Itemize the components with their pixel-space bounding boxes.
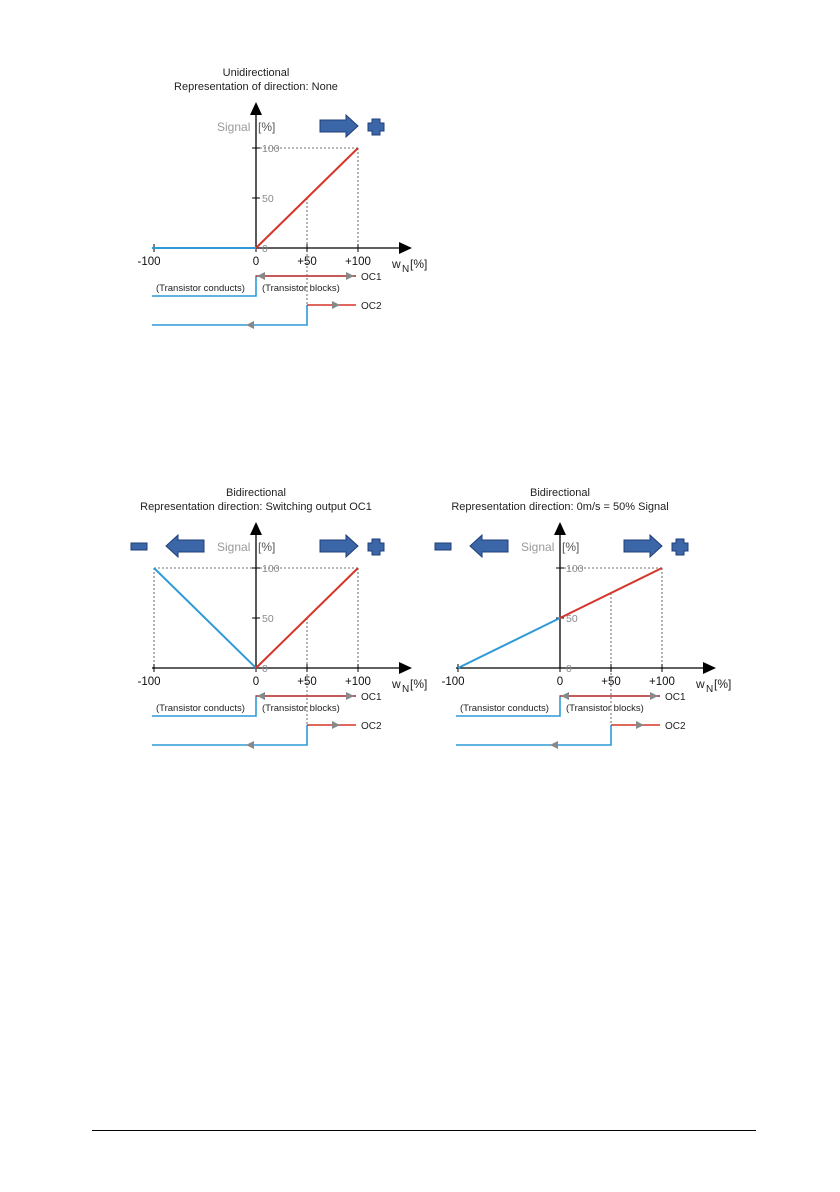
x-tick-label: 0 bbox=[556, 676, 564, 688]
minus-sign-icon bbox=[435, 543, 451, 550]
transistor-conducts-label: (Transistor conducts) bbox=[460, 703, 549, 714]
transistor-conducts-label: (Transistor conducts) bbox=[156, 283, 245, 294]
chart-svg-bidirectional-50pct bbox=[304, 420, 744, 800]
chart-bidirectional-50pct bbox=[304, 420, 744, 800]
y-axis-unit: [%] bbox=[258, 120, 276, 134]
transistor-conducts-label: (Transistor conducts) bbox=[156, 703, 245, 714]
y-tick-label: 0 bbox=[566, 663, 572, 675]
oc2-label: OC2 bbox=[361, 721, 382, 732]
y-tick-label: 0 bbox=[262, 243, 268, 255]
oc1-left-arrow-icon bbox=[561, 692, 569, 700]
x-axis-label: w bbox=[392, 677, 401, 691]
x-axis-subscript: N bbox=[402, 264, 410, 275]
oc1-right-arrow-icon bbox=[650, 692, 658, 700]
x-axis-arrowhead-icon bbox=[399, 242, 412, 254]
y-tick-label: 100 bbox=[566, 563, 584, 575]
x-tick-label: +50 bbox=[601, 676, 621, 688]
y-tick-label: 50 bbox=[262, 193, 274, 205]
x-tick-label: +100 bbox=[345, 256, 371, 268]
oc1-left-arrow-icon bbox=[257, 692, 265, 700]
y-axis-arrowhead-icon bbox=[250, 522, 262, 535]
chart-title-line2: Representation direction: Switching output OC1 bbox=[140, 501, 372, 513]
oc2-blue-line bbox=[456, 725, 611, 745]
y-axis-unit: [%] bbox=[562, 540, 580, 554]
y-tick-label: 50 bbox=[262, 613, 274, 625]
minus-direction-arrow-icon bbox=[470, 535, 508, 557]
plus-sign-icon bbox=[672, 539, 688, 555]
chart-title-line2: Representation direction: 0m/s = 50% Signal bbox=[451, 501, 669, 513]
oc2-right-arrow-icon bbox=[636, 721, 644, 729]
oc1-left-arrow-icon bbox=[257, 272, 265, 280]
x-axis-label: w bbox=[392, 257, 401, 271]
x-tick-label: -100 bbox=[441, 676, 465, 688]
y-tick-label: 50 bbox=[566, 613, 578, 625]
x-axis-arrowhead-icon bbox=[703, 662, 716, 674]
oc1-label: OC1 bbox=[665, 692, 686, 703]
y-axis-arrowhead-icon bbox=[250, 102, 262, 115]
transistor-blocks-label: (Transistor blocks) bbox=[566, 703, 644, 714]
y-tick-label: 100 bbox=[262, 143, 280, 155]
oc2-blue-line bbox=[152, 725, 307, 745]
transistor-blocks-label: (Transistor blocks) bbox=[262, 283, 340, 294]
x-axis-subscript: N bbox=[402, 684, 410, 695]
x-axis-unit: [%] bbox=[714, 677, 732, 691]
oc1-right-arrow-icon bbox=[346, 272, 354, 280]
y-axis-arrowhead-icon bbox=[554, 522, 566, 535]
minus-direction-arrow-icon bbox=[166, 535, 204, 557]
oc2-left-arrow-icon bbox=[246, 321, 254, 329]
x-tick-label: 0 bbox=[252, 676, 260, 688]
oc2-left-arrow-icon bbox=[550, 741, 558, 749]
chart-title-line1: Unidirectional bbox=[222, 67, 290, 79]
y-axis-label: Signal bbox=[217, 120, 251, 134]
plus-sign-icon bbox=[368, 119, 384, 135]
x-axis-unit: [%] bbox=[410, 257, 428, 271]
chart-svg-unidirectional bbox=[0, 0, 440, 380]
series-line-blue bbox=[154, 568, 256, 668]
y-tick-label: 0 bbox=[262, 663, 268, 675]
footer-rule bbox=[92, 1130, 756, 1131]
series-line-blue bbox=[458, 618, 560, 668]
x-tick-label: +100 bbox=[345, 676, 371, 688]
x-tick-label: +100 bbox=[649, 676, 675, 688]
x-tick-label: +50 bbox=[297, 676, 317, 688]
chart-title-line2: Representation of direction: None bbox=[174, 81, 338, 93]
x-tick-label: +50 bbox=[297, 256, 317, 268]
oc2-right-arrow-icon bbox=[332, 301, 340, 309]
y-tick-label: 100 bbox=[262, 563, 280, 575]
x-tick-label: 0 bbox=[252, 256, 260, 268]
chart-title-line1: Bidirectional bbox=[530, 487, 590, 499]
y-axis-label: Signal bbox=[521, 540, 555, 554]
plus-direction-arrow-icon bbox=[624, 535, 662, 557]
oc1-label: OC1 bbox=[361, 692, 382, 703]
x-axis-label: w bbox=[696, 677, 705, 691]
chart-title-line1: Bidirectional bbox=[226, 487, 286, 499]
x-tick-label: -100 bbox=[137, 676, 161, 688]
oc1-label: OC1 bbox=[361, 272, 382, 283]
oc2-label: OC2 bbox=[665, 721, 686, 732]
y-axis-label: Signal bbox=[217, 540, 251, 554]
oc2-left-arrow-icon bbox=[246, 741, 254, 749]
x-axis-subscript: N bbox=[706, 684, 714, 695]
x-axis-unit: [%] bbox=[410, 677, 428, 691]
x-tick-label: -100 bbox=[137, 256, 161, 268]
transistor-blocks-label: (Transistor blocks) bbox=[262, 703, 340, 714]
minus-sign-icon bbox=[131, 543, 147, 550]
plus-direction-arrow-icon bbox=[320, 115, 358, 137]
oc2-blue-line bbox=[152, 305, 307, 325]
y-axis-unit: [%] bbox=[258, 540, 276, 554]
oc2-label: OC2 bbox=[361, 301, 382, 312]
chart-unidirectional bbox=[0, 0, 440, 380]
